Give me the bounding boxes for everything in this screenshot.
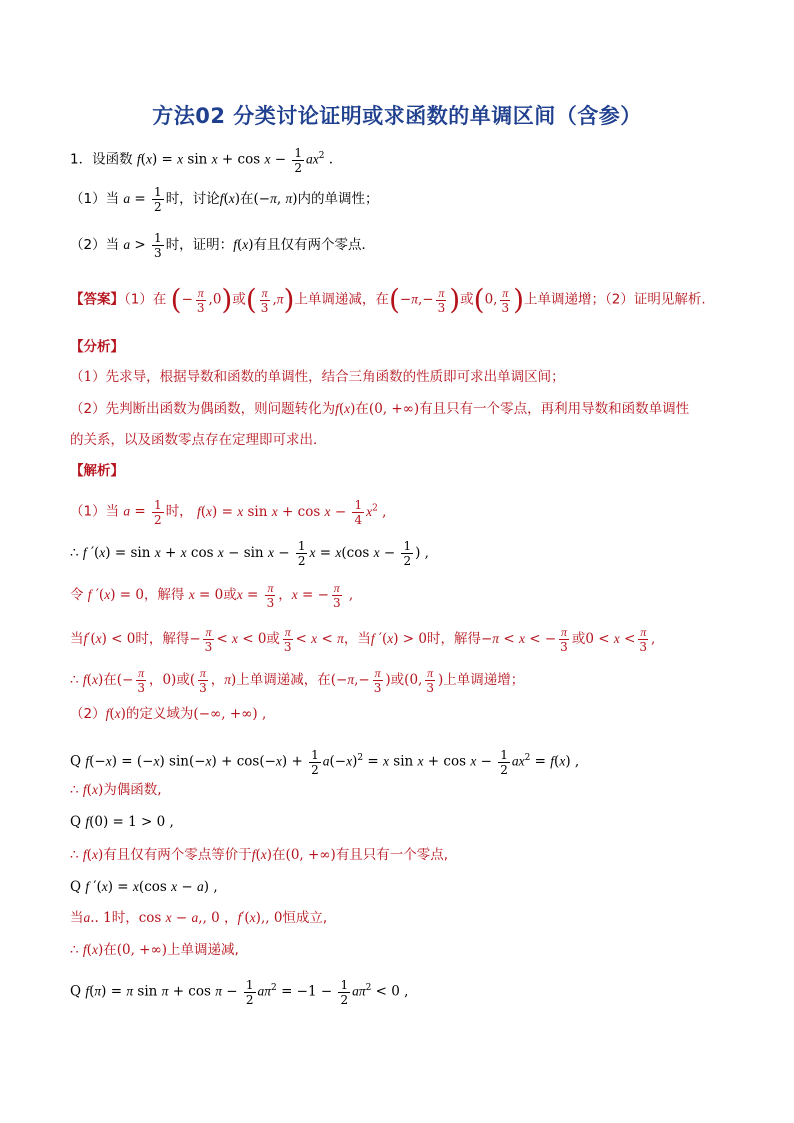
part2-prefix: （2）当 bbox=[70, 237, 120, 253]
solution-tag: 【解析】 bbox=[70, 463, 124, 479]
part1-in: 在 bbox=[240, 191, 254, 207]
math-fx-def: f bbox=[136, 151, 141, 167]
solution-line-6: （2）f(x)的定义域为(−∞, +∞) , bbox=[70, 706, 267, 722]
s10-a: 有且仅有两个零点等价于 bbox=[103, 847, 252, 863]
solution-line-1: （1）当 a = $\frac{1}{2}$ 时， f(x) = x sin x + cos x − $\frac{1}{4}$ $x^2$ , bbox=[70, 497, 387, 527]
analysis-p2-b: 在 bbox=[355, 401, 369, 417]
answer-or: 或 bbox=[460, 291, 474, 308]
problem-number: 1． bbox=[70, 151, 93, 168]
part1-mid: 时，讨论 bbox=[165, 191, 220, 207]
solution-header bbox=[70, 461, 750, 481]
s4-b: 时，解得 bbox=[135, 631, 190, 647]
s4-c: ，当 bbox=[343, 631, 371, 647]
problem-intro: 设函数 bbox=[92, 151, 133, 168]
answer-dec: 上单调递减，在 bbox=[294, 291, 389, 308]
s4-or: 或 bbox=[266, 631, 280, 647]
s6-b: 的定义域为 bbox=[125, 706, 194, 722]
s10-b: 在 bbox=[272, 847, 286, 863]
solution-line-7: Q f(−x) = (−x) sin(−x) + cos(−x) + $\frac{1}{2}$ $a(-x)^2 = x$ sin x + cos x − $\frac{1}{2}$ $ax^2 = f(x)$ , bbox=[70, 747, 580, 777]
analysis-paragraph-2: （2）先判断出函数为偶函数，则问题转化为f(x)在(0, +∞)有且只有一个零点，再利用导数和函数单调性 bbox=[70, 401, 690, 417]
solution-line-13: ∴ f(x)在(0, +∞)上单调递减, bbox=[70, 942, 239, 958]
s13-b: 上单调递减, bbox=[166, 942, 239, 958]
solution-line-14: Q f(π) = π sin π + cos π − $\frac{1}{2}$ $a\pi^2 = -1$ − $\frac{1}{2}$ $a\pi^2 < 0$ , bbox=[70, 977, 409, 1007]
s5-a: 在 bbox=[103, 672, 117, 688]
analysis-header bbox=[70, 337, 750, 357]
answer-or: 或 bbox=[232, 291, 246, 308]
s4-or2: 或 bbox=[571, 631, 586, 647]
analysis-p2-c: 有且只有一个零点，再利用导数和函数单调性 bbox=[419, 401, 690, 417]
answer-inc: 上单调递增；（2）证明见解析. bbox=[524, 291, 706, 308]
solution-line-11: Q f ′(x) = x(cos x − a) , bbox=[70, 879, 218, 895]
s8-a: 为偶函数, bbox=[103, 782, 162, 798]
analysis-paragraph-3: 的关系，以及函数零点存在定理即可求出． bbox=[70, 432, 327, 448]
s4-a: 当 bbox=[70, 631, 84, 647]
solution-line-4: 当f′(x) < 0时，解得− $\frac{\pi}{3}$ < x < 0或 $\frac{\pi}{3}$ < x < π，当f ′(x) > 0时，解得−π < x < − $\frac{\pi}{3}$ 或0 < x < $\frac{\pi}{3}$ , bbox=[70, 625, 656, 654]
fraction: $\frac{1}{2}$ bbox=[294, 145, 302, 175]
problem-part-1: （1）当 a = $\frac{1}{2}$ 时，讨论f(x)在(−π, π)内的单调性； bbox=[70, 185, 379, 214]
answer-line: 【答案】（1）在 (− $\frac{\pi}{3}$ ,0)或( $\frac{\pi}{3}$ ,π)上单调递减，在(−π,− $\frac{\pi}{3}$ )或(0, $\frac{\pi}{3}$ )上单调递增；（2）证明见解析. bbox=[70, 283, 706, 316]
solution-line-3: 令 f ′(x) = 0，解得 x = 0或x = $\frac{\pi}{3}$ ，x = − $\frac{\pi}{3}$ , bbox=[70, 581, 354, 610]
answer-tag: 【答案】 bbox=[70, 291, 124, 308]
s3-mid: ，解得 bbox=[143, 587, 185, 603]
solution-line-2: ∴ f ′(x) = sin x + x cos x − sin x − $\frac{1}{2}$ x = x(cos x − $\frac{1}{2}$ ) , bbox=[70, 539, 429, 568]
analysis-tag: 【分析】 bbox=[70, 339, 124, 355]
part2-mid: 时，证明： bbox=[165, 237, 234, 253]
page-title: 方法02 分类讨论证明或求函数的单调区间（含参） bbox=[152, 104, 642, 128]
s5-or2: 或 bbox=[390, 672, 405, 688]
s12-b: 时， bbox=[111, 910, 139, 926]
part1-prefix: （1）当 bbox=[70, 191, 120, 207]
solution-line-12: 当a.. 1时，cos x − a,, 0 ，f′(x),, 0恒成立, bbox=[70, 910, 328, 926]
problem-part-2: （2）当 a > $\frac{1}{3}$ 时，证明：f(x)有且仅有两个零点． bbox=[70, 231, 376, 260]
solution-line-5: ∴ f(x)在(− $\frac{\pi}{3}$ ，0)或( $\frac{\pi}{3}$ ，π)上单调递减，在(−π,− $\frac{\pi}{3}$ )或(0, $\frac{\pi}{3}$ )上单调递增； bbox=[70, 666, 525, 695]
part2-suffix: 有且仅有两个零点． bbox=[253, 237, 376, 253]
s6-a: （2） bbox=[70, 706, 106, 722]
s10-c: 有且只有一个零点, bbox=[335, 847, 449, 863]
answer-text: （1）在 bbox=[124, 291, 167, 308]
analysis-paragraph-1: （1）先求导，根据导数和函数的单调性，结合三角函数的性质即可求出单调区间； bbox=[70, 369, 565, 385]
analysis-p2-a: （2）先判断出函数为偶函数，则问题转化为 bbox=[70, 401, 336, 417]
s13-a: 在 bbox=[103, 942, 117, 958]
solution-line-10: ∴ f(x)有且仅有两个零点等价于f(x)在(0, +∞)有且只有一个零点, bbox=[70, 847, 449, 863]
s1-mid: 时， bbox=[165, 503, 193, 520]
s12-c: 恒成立, bbox=[282, 910, 328, 926]
s12-a: 当 bbox=[70, 910, 84, 926]
s5-or: 或 bbox=[176, 672, 190, 688]
s3-or: 或 bbox=[223, 587, 237, 603]
problem-statement: 1．设函数 f(x) = x sin x + cos x − $\frac{1}{2}$ $ax^2$ . bbox=[70, 145, 334, 175]
s5-dec: 上单调递减，在 bbox=[236, 672, 331, 688]
s1-prefix: （1）当 bbox=[70, 503, 120, 520]
part1-suffix: 内的单调性； bbox=[297, 191, 379, 207]
solution-line-8: ∴ f(x)为偶函数, bbox=[70, 782, 162, 798]
solution-line-9: Q f(0) = 1 > 0 , bbox=[70, 814, 174, 830]
fraction: $\frac{1}{2}$ bbox=[154, 185, 162, 214]
s5-inc: 上单调递增； bbox=[443, 672, 525, 688]
s4-d: 时，解得 bbox=[426, 631, 481, 647]
fraction: $\frac{1}{3}$ bbox=[154, 231, 162, 260]
s3-prefix: 令 bbox=[70, 587, 84, 603]
